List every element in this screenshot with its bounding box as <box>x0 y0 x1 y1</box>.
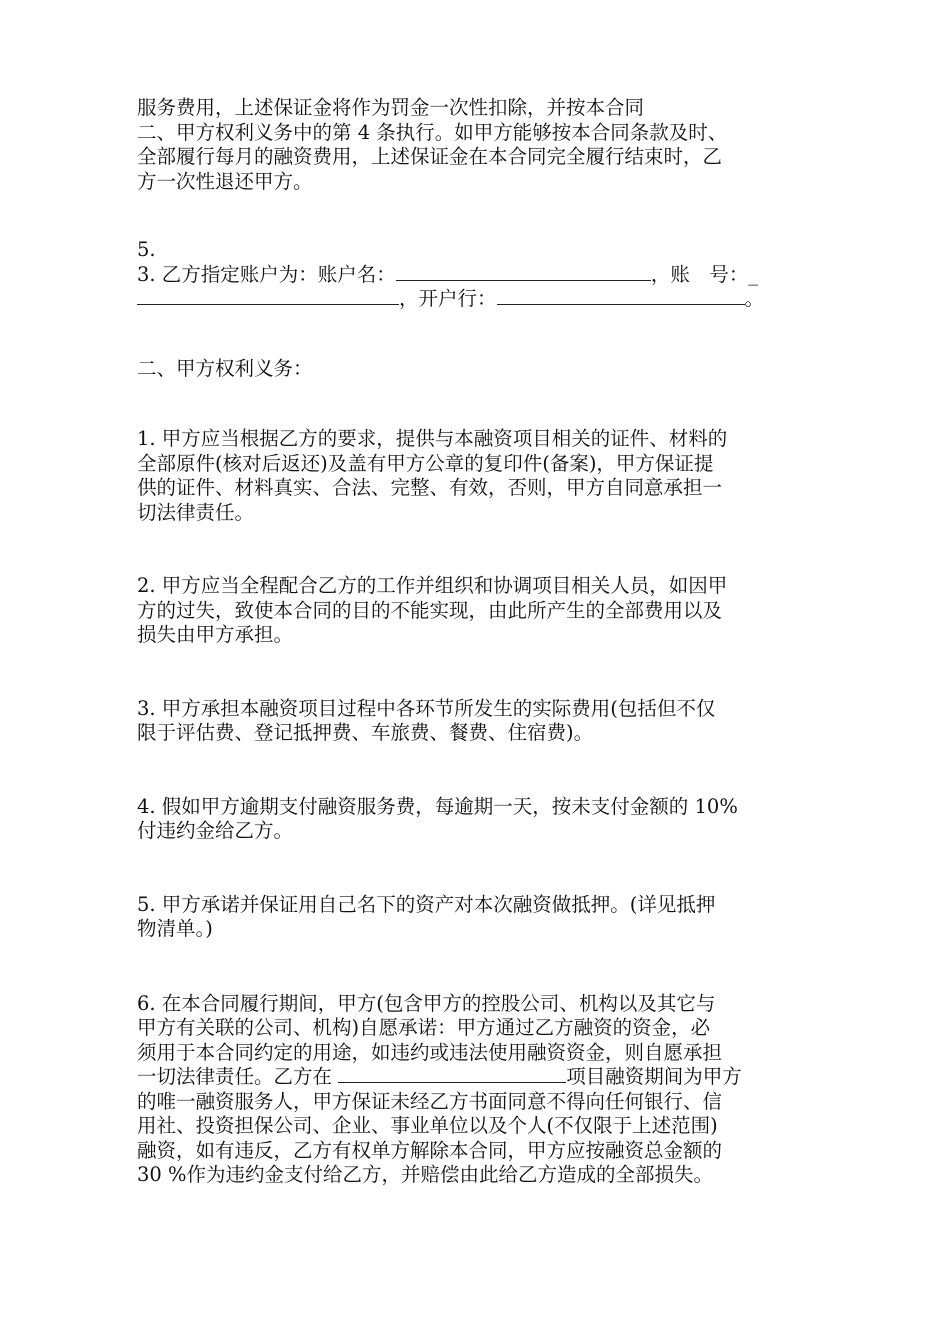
text-line: 5. 甲方承诺并保证用自己名下的资产对本次融资做抵押。(详见抵押 <box>137 892 716 916</box>
text-line: 切法律责任。 <box>137 500 255 524</box>
text-line: 全部原件(核对后返还)及盖有甲方公章的复印件(备案)，甲方保证提 <box>137 451 714 475</box>
text-line: 须用于本合同约定的用途，如违约或违法使用融资资金，则自愿承担 <box>137 1040 723 1064</box>
clause-2 <box>137 574 815 648</box>
account-name-blank[interactable] <box>396 263 651 281</box>
account-end: 。 <box>744 287 765 310</box>
account-number-blank[interactable] <box>137 287 399 305</box>
text-line: 二、甲方权利义务中的第 4 条执行。如甲方能够按本合同条款及时、 <box>137 120 728 144</box>
account-line-2 <box>137 287 815 312</box>
clause-3 <box>137 697 815 746</box>
text-line-with-blank <box>137 1065 815 1090</box>
text-line: 物清单。) <box>137 917 213 940</box>
section-heading-text: 二、甲方权利义务： <box>137 356 313 380</box>
item-number: 5. <box>137 238 156 261</box>
text-line: 付违约金给乙方。 <box>137 819 294 842</box>
text-line: 全部履行每月的融资费用，上述保证金在本合同完全履行结束时，乙 <box>137 145 723 168</box>
text-line: 4. 假如甲方逾期支付融资服务费，每逾期一天，按未支付金额的 10% <box>137 794 738 818</box>
text-line: 3. 甲方承担本融资项目过程中各环节所发生的实际费用(包括但不仅 <box>137 696 716 720</box>
account-paragraph <box>137 238 815 312</box>
text-line: 2. 甲方应当全程配合乙方的工作并组织和协调项目相关人员，如因甲 <box>137 574 728 597</box>
account-number-label: ，账 号：_ <box>650 262 759 286</box>
text-line: 的唯一融资服务人，甲方保证未经乙方书面同意不得向任何银行、信 <box>137 1089 723 1113</box>
blank-line-prefix: 一切法律责任。乙方在 <box>137 1065 339 1088</box>
blank-line-suffix: 项目融资期间为甲方 <box>566 1065 742 1088</box>
clause-1 <box>137 427 815 525</box>
clause-5 <box>137 893 815 942</box>
clause-6 <box>137 992 815 1188</box>
text-line: 服务费用，上述保证金将作为罚金一次性扣除，并按本合同 <box>137 96 645 119</box>
text-line: 30 %作为违约金支付给乙方，并赔偿由此给乙方造成的全部损失。 <box>137 1163 714 1186</box>
text-line: 用社、投资担保公司、企业、事业单位以及个人(不仅限于上述范围) <box>137 1114 718 1137</box>
text-line: 方一次性退还甲方。 <box>137 169 313 193</box>
text-line: 损失由甲方承担。 <box>137 623 294 646</box>
text-line: 6. 在本合同履行期间，甲方(包含甲方的控股公司、机构以及其它与 <box>137 991 716 1015</box>
account-prefix: 3. 乙方指定账户为：账户名： <box>137 262 396 286</box>
bank-blank[interactable] <box>497 287 745 305</box>
text-line: 供的证件、材料真实、合法、完整、有效，否则，甲方自同意承担一 <box>137 476 723 499</box>
project-name-blank[interactable] <box>338 1065 566 1083</box>
text-line: 1. 甲方应当根据乙方的要求，提供与本融资项目相关的证件、材料的 <box>137 427 728 450</box>
text-line: 方的过失，致使本合同的目的不能实现，由此所产生的全部费用以及 <box>137 598 723 622</box>
intro-paragraph <box>137 96 815 194</box>
text-line: 限于评估费、登记抵押费、车旅费、餐费、住宿费)。 <box>137 721 594 744</box>
account-line-1 <box>137 263 815 288</box>
clause-4 <box>137 795 815 844</box>
bank-label: ，开户行： <box>399 287 497 310</box>
text-line: 甲方有关联的公司、机构)自愿承诺：甲方通过乙方融资的资金，必 <box>137 1016 711 1039</box>
document-page <box>137 96 815 1188</box>
section-heading <box>137 357 815 382</box>
text-line: 融资，如有违反，乙方有权单方解除本合同，甲方应按融资总金额的 <box>137 1138 723 1162</box>
